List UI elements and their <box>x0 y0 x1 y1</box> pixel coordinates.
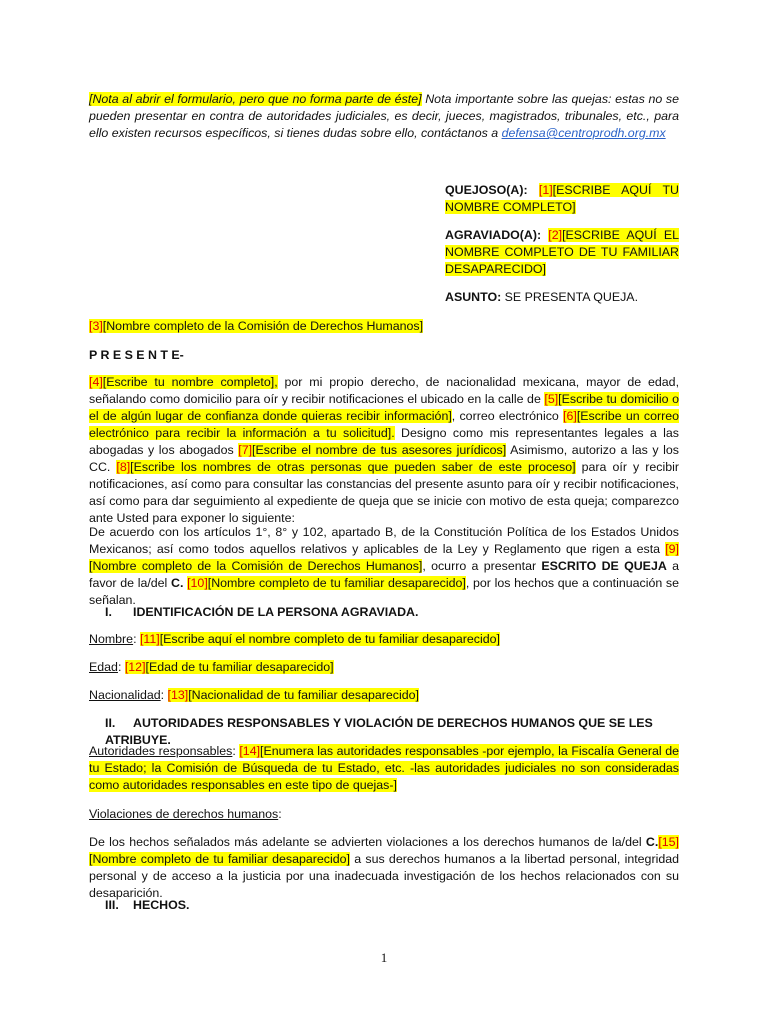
violaciones-paragraph <box>89 834 679 902</box>
field-number-9: [9] <box>665 542 679 556</box>
asunto-label: ASUNTO: <box>445 290 502 304</box>
legal-paragraph <box>89 524 679 609</box>
colon: : <box>278 807 282 821</box>
asunto-text: SE PRESENTA QUEJA. <box>501 290 639 304</box>
legal-text-3: a favor de la/del <box>89 559 680 590</box>
agraviado-block <box>445 227 679 278</box>
agraviado-placeholder[interactable]: [ESCRIBE AQUÍ EL NOMBRE COMPLETO DE TU FAMILIAR DESAPARECIDO] <box>445 228 679 276</box>
field-number-12: [12] <box>124 660 146 674</box>
presente-heading: P R E S E N T E- <box>89 348 184 362</box>
field-number-15: [15] <box>658 835 679 849</box>
field-number-11: [11] <box>139 632 160 646</box>
section-3-title: HECHOS. <box>133 898 190 912</box>
quejoso-block <box>445 182 679 216</box>
intro-paragraph <box>89 374 679 527</box>
field-number-10: [10] <box>187 576 208 590</box>
relative-name-placeholder-2[interactable]: [Nombre completo de tu familiar desaparecido] <box>89 852 350 866</box>
section-2-number: II. <box>105 716 116 730</box>
email-placeholder[interactable]: [Escribe un correo electrónico para recibir la información a tu solicitud]. <box>89 409 680 440</box>
note-prefix: [Nota al abrir el formulario, pero que no forma parte de éste] <box>89 92 422 106</box>
citizen-abbrev: C. <box>171 576 184 590</box>
authorized-persons-placeholder[interactable]: [Escribe los nombres de otras personas que pueden saber de este proceso] <box>130 460 576 474</box>
section-1-title: IDENTIFICACIÓN DE LA PERSONA AGRAVIADA. <box>133 605 419 619</box>
violaciones-text-2: a sus derechos humanos a la libertad personal, integridad personal y de acceso a la justicia por una inadecuada investigación de los hechos relacionados con su desaparición. <box>89 852 680 900</box>
field-number-8: [8] <box>116 460 131 474</box>
authorities-placeholder[interactable]: [Enumera las autoridades responsables -por ejemplo, la Fiscalía General de tu Estado; la Comisión de Búsqueda de tu Estado, etc. -las autoridades judiciales no son consideradas como autoridades responsables en este tipo de quejas-] <box>89 744 679 792</box>
note-text: Nota importante sobre las quejas: estas no se pueden presentar en contra de autoridades judiciales, es decir, jueces, magistrados, tribunales, etc., para ello existen recursos específicos, si tienes dudas sobre ello, contáctanos a <box>89 92 679 140</box>
agraviado-label: AGRAVIADO(A): <box>445 228 542 242</box>
age-placeholder[interactable]: [Edad de tu familiar desaparecido] <box>145 660 334 674</box>
colon: : <box>160 688 168 702</box>
section-3-heading <box>105 897 705 914</box>
colon: : <box>232 744 240 758</box>
nombre-field <box>89 631 679 648</box>
violaciones-heading <box>89 806 679 823</box>
legal-text-2: , ocurro a presentar <box>422 559 542 573</box>
legal-text-1: De acuerdo con los artículos 1°, 8° y 102, apartado B, de la Constitución Política de los Estados Unidos Mexicanos; así como todos aquellos relativos y aplicables de la Ley y Reglamento que rigen a esta <box>89 525 679 556</box>
violaciones-text-1: De los hechos señalados más adelante se advierten violaciones a los derechos humanos de la/del <box>89 835 646 849</box>
autoridades-label: Autoridades responsables <box>89 744 233 758</box>
field-number-13: [13] <box>167 688 189 702</box>
edad-field <box>89 659 679 676</box>
field-number-14: [14] <box>239 744 261 758</box>
commission-line <box>89 318 679 335</box>
note-paragraph <box>89 91 679 142</box>
quejoso-placeholder[interactable]: [ESCRIBE AQUÍ TU NOMBRE COMPLETO] <box>445 183 679 214</box>
colon: : <box>133 632 140 646</box>
legal-text-4: , por los hechos que a continuación se señalan. <box>89 576 679 607</box>
contact-email-link[interactable]: defensa@centroprodh.org.mx <box>501 126 666 140</box>
intro-text-4: Asimismo, autorizo a las y los CC. <box>89 443 679 474</box>
nationality-placeholder[interactable]: [Nacionalidad de tu familiar desaparecido] <box>188 688 419 702</box>
edad-label: Edad <box>89 660 118 674</box>
nacionalidad-field <box>89 687 679 704</box>
commission-placeholder[interactable]: [Nombre completo de la Comisión de Derechos Humanos] <box>102 319 424 333</box>
escrito-de-queja: ESCRITO DE QUEJA <box>541 559 667 573</box>
citizen-abbrev: C. <box>645 835 659 849</box>
section-1-heading <box>105 604 705 621</box>
field-number-7: [7] <box>238 443 253 457</box>
field-number-4: [4] <box>89 375 103 389</box>
quejoso-label: QUEJOSO(A): <box>445 183 528 197</box>
intro-text-5: para oír y recibir notificaciones, así como para consultar las constancias del presente asunto para oír y recibir notificaciones, así como para dar seguimiento al expediente de queja que se inicie con motivo de esta queja; comparezco ante Usted para exponer lo siguiente: <box>89 460 679 525</box>
name-placeholder[interactable]: [Escribe tu nombre completo], <box>102 375 278 389</box>
violaciones-label: Violaciones de derechos humanos <box>89 807 279 821</box>
intro-text-3: Designo como mis representantes legales a las abogadas y los abogados <box>89 426 679 457</box>
field-number-2: [2] <box>548 228 563 242</box>
address-placeholder[interactable]: [Escribe tu domicilio o el de algún lugar de confianza donde quieras recibir información] <box>89 392 680 423</box>
field-number-1: [1] <box>538 183 553 197</box>
field-number-5: [5] <box>544 392 559 406</box>
nacionalidad-label: Nacionalidad <box>89 688 161 702</box>
section-1-number: I. <box>105 605 112 619</box>
asunto-block <box>445 289 679 306</box>
colon: : <box>117 660 125 674</box>
nombre-label: Nombre <box>89 632 134 646</box>
relative-name-placeholder[interactable]: [Nombre completo de tu familiar desaparecido] <box>207 576 466 590</box>
relative-fullname-placeholder[interactable]: [Escribe aquí el nombre completo de tu familiar desaparecido] <box>159 632 500 646</box>
field-number-6: [6] <box>563 409 577 423</box>
section-3-number: III. <box>105 898 119 912</box>
commission-name-placeholder[interactable]: [Nombre completo de la Comisión de Derechos Humanos] <box>89 559 423 573</box>
field-number-3: [3] <box>89 319 103 333</box>
autoridades-paragraph <box>89 743 679 794</box>
intro-text-2: , correo electrónico <box>451 409 564 423</box>
intro-text-1: por mi propio derecho, de nacionalidad mexicana, mayor de edad, señalando como domicilio para oír y recibir notificaciones el ubicado en la calle de <box>89 375 680 406</box>
section-2-title: AUTORIDADES RESPONSABLES Y VIOLACIÓN DE DERECHOS HUMANOS QUE SE LES ATRIBUYE. <box>105 716 653 747</box>
advisors-placeholder[interactable]: [Escribe el nombre de tus asesores jurídicos] <box>252 443 507 457</box>
page-number: 1 <box>380 950 388 965</box>
